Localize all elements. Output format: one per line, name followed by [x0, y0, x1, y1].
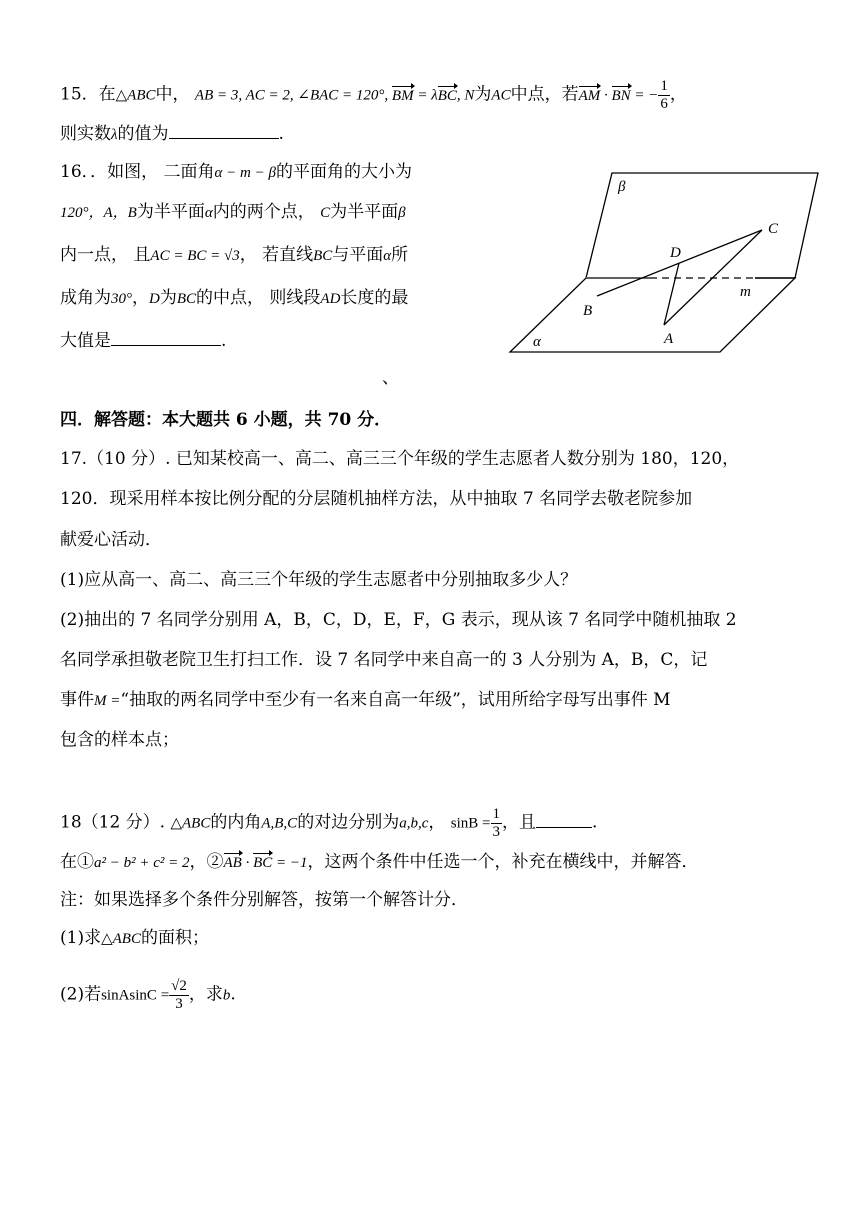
q16-line4: 成角为30°，D为BC的中点， 则线段AD长度的最: [60, 288, 409, 308]
section-heading: 四．解答题：本大题共 6 小题，共 70 分．: [60, 410, 392, 430]
q18-line4: (1)求△ABC的面积；: [60, 928, 209, 948]
q17-line2: 120．现采用样本按比例分配的分层随机抽样方法，从中抽取 7 名同学去敬老院参加: [60, 489, 693, 509]
answer-blank[interactable]: [111, 344, 221, 346]
dihedral-figure: [500, 165, 820, 365]
q18-line3: 注：如果选择多个条件分别解答，按第一个解答计分．: [60, 890, 468, 910]
q18-line1: 18（12 分）. △ABC的内角A,B,C的对边分别为a,b,c， sinB = $\frac{1}{3}$ ，且 .: [60, 806, 598, 840]
q17-line8: 包含的样本点；: [60, 730, 179, 750]
label-A: A: [664, 331, 674, 347]
segment-AD: [664, 263, 679, 325]
q16-line2: 120°，A，B为半平面α内的两个点， C为半平面β: [60, 202, 406, 222]
label-B: B: [583, 303, 593, 319]
answer-blank[interactable]: [169, 137, 279, 139]
label-m: m: [740, 284, 751, 300]
q16-line3: 内一点， 且AC = BC = √3， 若直线BC与平面α所: [60, 245, 409, 265]
label-C: C: [768, 221, 779, 237]
fraction-1-3: $\frac{1}{3}$: [492, 806, 501, 840]
q15-line2: 则实数λ的值为 .: [60, 124, 284, 144]
q17-line3: 献爱心活动．: [60, 530, 162, 550]
stray-mark: 、: [382, 368, 399, 388]
fraction-sqrt2-3: $\frac{√2}{3}$: [171, 978, 187, 1012]
q17-line1: 17.（10 分）. 已知某校高一、高二、高三三个年级的学生志愿者人数分别为 180，120，: [60, 449, 740, 469]
q16-line5: 大值是 .: [60, 331, 227, 351]
q15-line1: 15．在△ABC中， AB = 3, AC = 2, ∠BAC = 120°, BM = λBC, N为AC中点，若AM · BN = − $\frac{1}{6}$ ，: [60, 78, 687, 112]
q18-line2: 在①a² − b² + c² = 2，②AB · BC = −1，这两个条件中任选一个，补充在横线中，并解答．: [60, 852, 699, 872]
fraction-1-6: $\frac{1}{6}$: [660, 78, 668, 112]
condition-blank[interactable]: [536, 826, 592, 828]
label-alpha: α: [533, 334, 541, 350]
q16-line1: 16．．如图， 二面角α − m − β的平面角的大小为: [60, 162, 412, 182]
q17-line6: 名同学承担敬老院卫生打扫工作．设 7 名同学中来自高一的 3 人分别为 A，B，C，记: [60, 650, 708, 670]
label-D: D: [670, 245, 681, 261]
q17-line7: 事件M =“抽取的两名同学中至少有一名来自高一年级”，试用所给字母写出事件 M: [60, 690, 671, 710]
q18-line5: (2)若sinAsinC = $\frac{√2}{3}$ ，求b.: [60, 978, 236, 1012]
segment-BC: [597, 230, 762, 296]
plane-alpha: [510, 278, 795, 352]
q17-line4: (1)应从高一、高二、高三三个年级的学生志愿者中分别抽取多少人？: [60, 570, 578, 590]
label-beta: β: [618, 179, 626, 195]
q17-line5: (2)抽出的 7 名同学分别用 A，B，C，D，E，F，G 表示，现从该 7 名同学中随机抽取 2: [60, 610, 737, 630]
